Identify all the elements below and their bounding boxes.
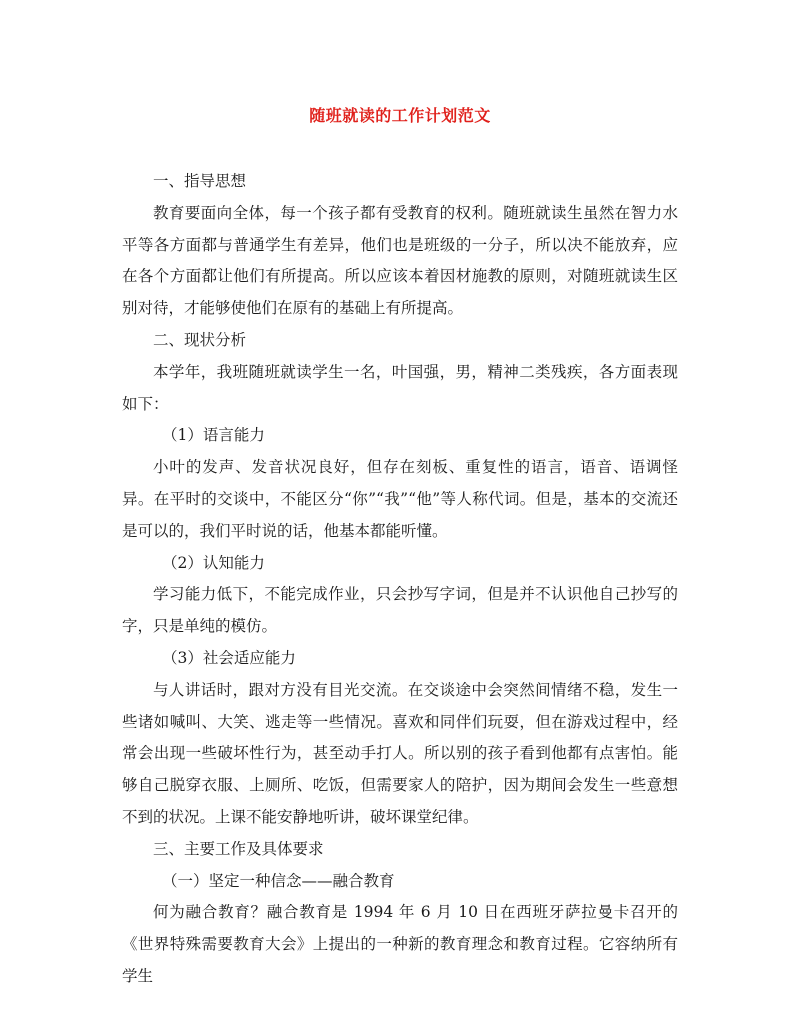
heading-main-work: 三、主要工作及具体要求 [153,839,324,858]
subheading-inclusive-education: （一）坚定一种信念——融合教育 [162,871,395,890]
heading-situation-analysis: 二、现状分析 [153,330,247,349]
subheading-cognitive-ability: （2）认知能力 [162,553,265,572]
paragraph-guiding-thought: 教育要面向全体，每一个孩子都有受教育的权利。随班就读生虽然在智力水平等各方面都与普通学生有差异，他们也是班级的一分子，所以决不能放弃，应在各个方面都让他们有所提高。所以应该本着因材施教的原则，对随班就读生区别对待，才能够使他们在原有的基础上有所提高。 [122,203,678,318]
paragraph-inclusive-education: 何为融合教育？融合教育是 1994 年 6 月 10 日在西班牙萨拉曼卡召开的《世界特殊需要教育大会》上提出的一种新的教育理念和教育过程。它容纳所有学生 [122,903,678,985]
heading-guiding-thought: 一、指导思想 [153,172,247,190]
paragraph-cognitive-ability: 学习能力低下，不能完成作业，只会抄写字词，但是并不认识他自己抄写的字，只是单纯的模仿。 [122,585,678,636]
subheading-language-ability: （1）语言能力 [162,426,265,445]
paragraph-situation-intro: 本学年，我班随班就读学生一名，叶国强，男，精神二类残疾，各方面表现如下： [122,362,678,413]
document-title: 随班就读的工作计划范文 [309,106,491,125]
paragraph-language-ability: 小叶的发声、发音状况良好，但存在刻板、重复性的语言，语音、语调怪异。在平时的交谈中，不能区分“你”“我”“他”等人称代词。但是，基本的交流还是可以的，我们平时说的话，他基本都能听懂。 [122,458,679,540]
subheading-social-adaptation: （3）社会适应能力 [162,648,296,667]
paragraph-social-adaptation: 与人讲话时，跟对方没有目光交流。在交谈途中会突然间情绪不稳，发生一些诸如喊叫、大笑、逃走等一些情况。喜欢和同伴们玩耍，但在游戏过程中，经常会出现一些破坏性行为，甚至动手打人。所以别的孩子看到他都有点害怕。能够自己脱穿衣服、上厕所、吃饭，但需要家人的陪护，因为期间会发生一些意想不到的状况。上课不能安静地听讲，破坏课堂纪律。 [122,680,678,826]
document-body [122,166,678,993]
